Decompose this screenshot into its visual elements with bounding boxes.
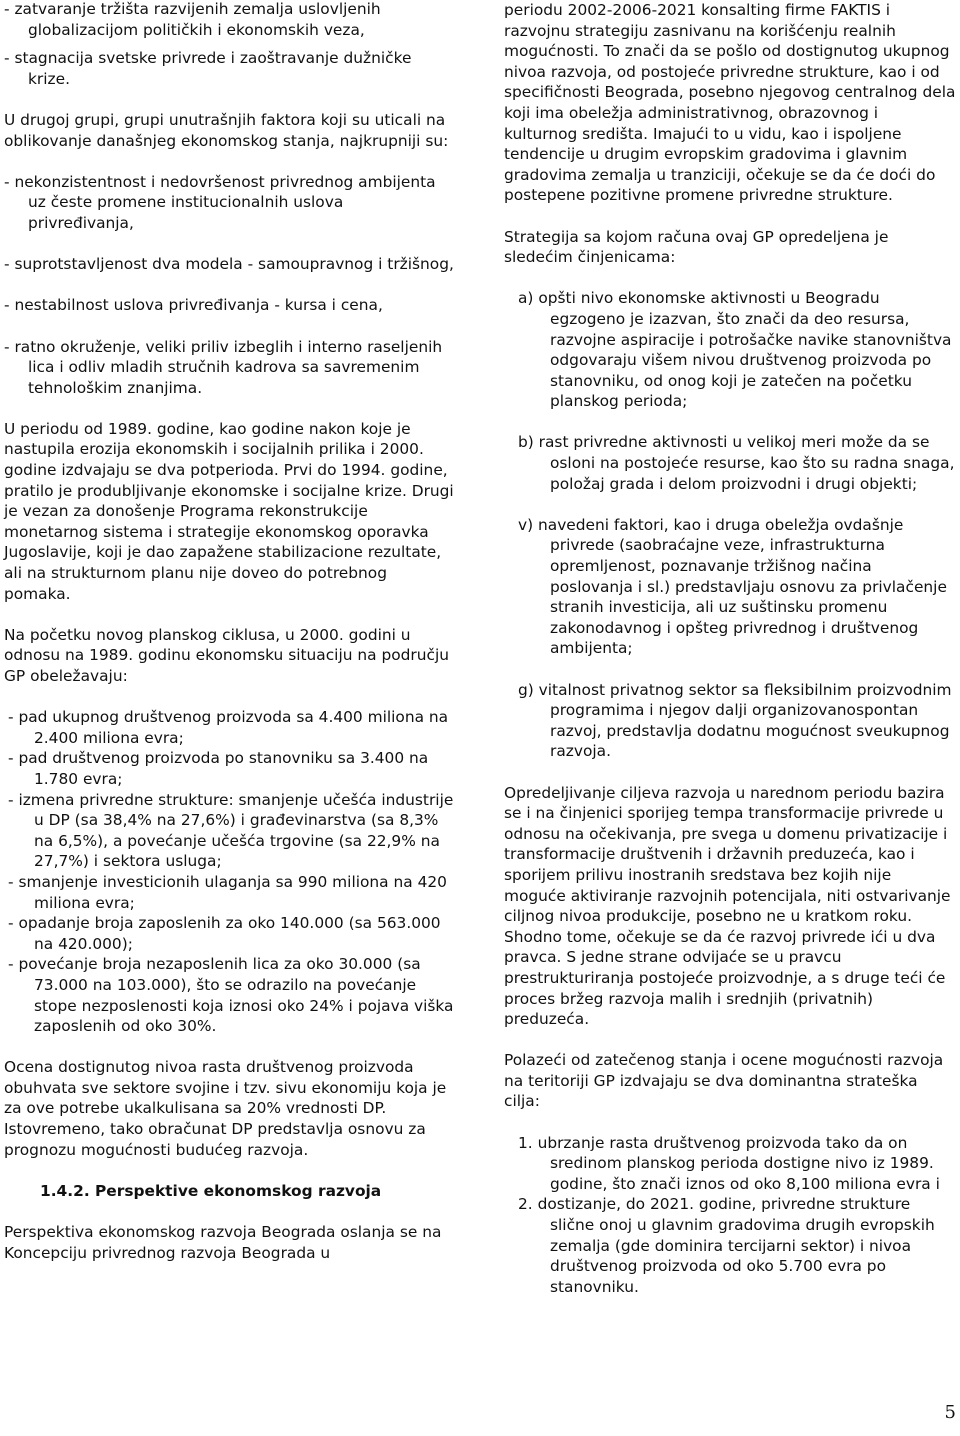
paragraph-perspective: Perspektiva ekonomskog razvoja Beograda oslanja se na Koncepciju privrednog razvoja Beograda u (4, 1223, 442, 1262)
left-column (4, 0, 454, 1284)
paragraph-assessment: Ocena dostignutog nivoa rasta društvenog proizvoda obuhvata sve sektore svojine i tzv. sivu ekonomiju koja je za ove potrebe ukalkulisana sa 20% vrednosti DP. Istovremeno, tako obračunat DP predstavlja osnovu za prognozu mogućnosti budućeg razvoja. (4, 1058, 447, 1159)
list-item: - povećanje broja nezaposlenih lica za oko 30.000 (sa 73.000 na 103.000), što se odrazilo na povećanje stope nezposlenosti koja iznosi oko 24% i pojava viška zaposlenih od oko 30%. (8, 955, 454, 1036)
list-item: - izmena privredne strukture: smanjenje učešća industrije u DP (sa 38,4% na 27,6%) i građevinarstva (sa 8,3% na 6,5%), a povećanje učešća trgovine (sa 22,9% na 27,7%) i sektora usluga; (8, 790, 454, 871)
list-item: - stagnacija svetske privrede i zaoštravanje dužničke krize. (4, 49, 412, 88)
paragraph-goals: Opredeljivanje ciljeva razvoja u narednom periodu bazira se i na činjenici sporijeg tempa transformacije privrede u odnosu na očekivanja, pre svega u domenu privatizacije i transformacije društvenih i državnih preduzeća, kao i sporijem prilivu inostranih sredstava bez kojih nije moguće aktiviranje razvojnih potencijala, niti ostvarivanje ciljnog nivoa produkcije, posebno ne u kratkom roku. Shodno tome, očekuje se da će razvoj privrede ići u dva pravca. S jedne strane odvijaće se u pravcu prestrukturiranja postojeće proizvodnje, a s druge teći će proces bržeg razvoja malih i srednjih (privatnih) preduzeća. (504, 783, 951, 1029)
list-item: - suprotstavljenost dva modela - samoupravnog i tržišnog, (4, 255, 454, 274)
paragraph-strategy: Strategija sa kojom računa ovaj GP opredeljena je sledećim činjenicama: (504, 227, 889, 267)
paragraph-continuation: periodu 2002-2006-2021 konsalting firme FAKTIS i razvojnu strategiju zasnivanu na korišćenju realnih mogućnosti. To znači da se pošlo od dostignutog ukupnog nivoa razvoja, od postojeće privredne strukture, kao i od specifičnosti Beograda, posebno njegovog centralnog dela koji ima obeležja administrativnog, obrazovnog i kulturnog središta. Imajući to u vidu, kao i ispoljene tendencije u drugim evropskim gradovima i glavnim gradovima zemalja u tranziciji, očekuje se da će doći do postepene pozitivne promene privredne strukture. (504, 1, 956, 205)
list-item: - smanjenje investicionih ulaganja sa 990 miliona na 420 miliona evra; (8, 872, 447, 912)
list-item: v) navedeni faktori, kao i druga obeležja ovdašnje privrede (saobraćajne veze, infrastrukturna opremljenost, poznavanje tržišnog načina poslovanja i sl.) predstavljaju osnovu za privlačenje stranih investicija, ali uz suštinsku promenu zakonodavnog i opšteg privrednog i društvenog ambijenta; (518, 515, 947, 658)
list-item: - nekonzistentnost i nedovršenost privrednog ambijenta uz česte promene institucionalnih uslova privređivanja, (4, 172, 436, 232)
list-item: - ratno okruženje, veliki priliv izbeglih i interno raseljenih lica i odliv mladih stručnih kadrova sa savremenim tehnološkim znanjima. (4, 337, 443, 397)
paragraph-planning-cycle: Na početku novog planskog ciklusa, u 2000. godini u odnosu na 1989. godinu ekonomsku situaciju na području GP obeležavaju: (4, 625, 449, 685)
list-item: - nestabilnost uslova privređivanja - kursa i cena, (4, 296, 383, 315)
list-item: b) rast privredne aktivnosti u velikoj meri može da se osloni na postojeće resurse, kao što su radna snaga, položaj grada i delom proizvodni i drugi objekti; (518, 433, 955, 493)
section-heading: 1.4.2. Perspektive ekonomskog razvoja (40, 1181, 382, 1200)
list-item: g) vitalnost privatnog sektor sa fleksibilnim proizvodnim programima i njegov dalji organizovanospontan razvoj, predstavlja dodatnu mogućnost sveukupnog razvoja. (518, 680, 952, 761)
list-item: 2. dostizanje, do 2021. godine, privredne strukture slične onoj u glavnim gradovima drugih evropskih zemalja (gde dominira tercijarni sektor) i nivoa društvenog proizvoda od oko 5.700 evra po stanovniku. (518, 1195, 935, 1296)
list-item: - pad ukupnog društvenog proizvoda sa 4.400 miliona na 2.400 miliona evra; (8, 708, 449, 747)
list-item: a) opšti nivo ekonomske aktivnosti u Beogradu egzogeno je izazvan, što znači da deo resursa, razvojne aspiracije i potrošačke navike stanovništva odgovaraju višem nivou društvenog proizvoda po stanovniku, od onog koji je zatečen na početku planskog perioda; (518, 289, 952, 411)
list-item: 1. ubrzanje rasta društvenog proizvoda tako da on sredinom planskog perioda dostigne nivo iz 1989. godine, što znači iznos od oko 8,100 miliona evra i (518, 1133, 940, 1193)
list-item: - opadanje broja zaposlenih za oko 140.000 (sa 563.000 na 420.000); (8, 914, 441, 953)
paragraph-period: U periodu od 1989. godine, kao godine nakon koje je nastupila erozija ekonomskih i socijalnih prilika i 2000. godine izdvajaju se dva potperioda. Prvi do 1994. godine, pratilo je produbljivanje ekonomske i socijalne krize. Drugi je vezan za donošenje Programa rekonstrukcije monetarnog sistema i strategije ekonomskog oporavka Jugoslavije, koji je dao zapažene stabilizacione rezultate, ali na strukturnom planu nije doveo do potrebnog pomaka. (4, 419, 454, 603)
list-item: - zatvaranje tržišta razvijenih zemalja uslovljenih globalizacijom političkih i ekonomskih veza, (4, 0, 381, 39)
right-column (504, 0, 956, 1297)
paragraph-targets: Polazeći od zatečenog stanja i ocene mogućnosti razvoja na teritoriji GP izdvajaju se dva dominantna strateška cilja: (504, 1051, 944, 1111)
economic-indicators-list (4, 707, 454, 1037)
paragraph-internal-factors: U drugoj grupi, grupi unutrašnjih faktora koji su uticali na oblikovanje današnjeg ekonomskog stanja, najkrupniji su: (4, 110, 449, 150)
page-number: 5 (944, 1402, 956, 1424)
list-item: - pad društvenog proizvoda po stanovniku sa 3.400 na 1.780 evra; (8, 749, 429, 788)
